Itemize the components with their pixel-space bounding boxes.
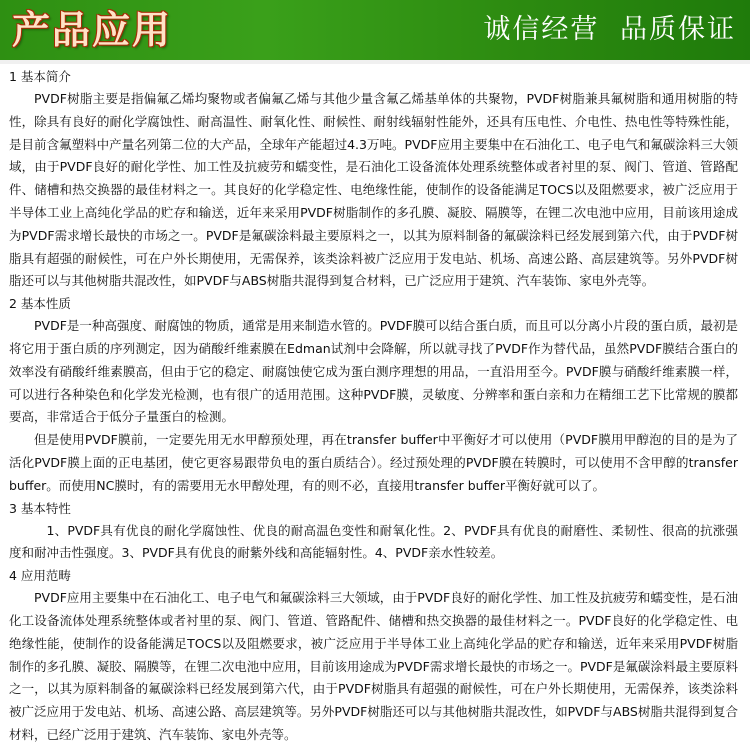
- banner-slogan: 诚信经营 品质保证: [483, 14, 736, 45]
- section-heading: 4 应用范畴: [9, 568, 71, 584]
- section-paragraph: 但是使用PVDF膜前，一定要先用无水甲醇预处理，再在transfer buffer中平衡好才可以使用（PVDF膜用甲醇泡的目的是为了活化PVDF膜上面的正电基团，使它更容易跟带负电的蛋白质结合）。经过预处理的PVDF膜在转膜时，可以使用不含甲醇的transfer buffer。而使用NC膜时，有的需要用无水甲醇处理，有的则不必，直接用transfer buffer平衡好就可以了。: [9, 432, 738, 493]
- section-paragraph: PVDF应用主要集中在石油化工、电子电气和氟碳涂料三大领域，由于PVDF良好的耐化学性、加工性及抗疲劳和蠕变性，是石油化工设备流体处理系统整体或者衬里的泵、阀门、管道、管路配件、储槽和热交换器的最佳材料之一。PVDF良好的化学稳定性、电绝缘性能，使制作的设备能满足TOCS以及阻燃要求，被广泛应用于半导体工业上高纯化学品的贮存和输送，近年来采用PVDF树脂制作的多孔膜、凝胶、隔膜等，在锂二次电池中应用，目前该用途成为PVDF需求增长最快的市场之一。PVDF是氟碳涂料最主要原料之一，以其为原料制备的氟碳涂料已经发展到第六代，由于PVDF树脂具有超强的耐候性，可在户外长期使用，无需保养，该类涂料被广泛应用于发电站、机场、高速公路、高层建筑等。另外PVDF树脂还可以与其他树脂共混改性，如PVDF与ABS树脂共混得到复合材料，已经广泛用于建筑、汽车装饰、家电外壳等。: [9, 590, 738, 742]
- section-characteristics: [9, 498, 738, 566]
- banner-title: 产品应用: [12, 7, 173, 52]
- section-applications: [9, 565, 738, 747]
- section-paragraph: PVDF是一种高强度、耐腐蚀的物质，通常是用来制造水管的。PVDF膜可以结合蛋白质，而且可以分离小片段的蛋白质，最初是将它用于蛋白质的序列测定，因为硝酸纤维素膜在Edman试剂中会降解，所以就寻找了PVDF作为替代品，虽然PVDF膜结合蛋白的效率没有硝酸纤维素膜高，但由于它的稳定、耐腐蚀使它成为蛋白测序理想的用品，一直沿用至今。PVDF膜与硝酸纤维素膜一样，可以进行各种染色和化学发光检测，也有很广的适用范围。这种PVDF膜，灵敏度、分辨率和蛋白亲和力在精细工艺下比常规的膜都要高，非常适合于低分子量蛋白的检测。: [9, 318, 738, 425]
- header-banner: [0, 0, 750, 60]
- section-introduction: [9, 66, 738, 293]
- section-paragraph: 1、PVDF具有优良的耐化学腐蚀性、优良的耐高温色变性和耐氧化性。2、PVDF具有优良的耐磨性、柔韧性、很高的抗涨强度和耐冲击性强度。3、PVDF具有优良的耐紫外线和高能辐射性。4、PVDF亲水性较差。: [9, 522, 738, 561]
- section-heading: 2 基本性质: [9, 296, 71, 312]
- article-body: [0, 64, 750, 747]
- section-basic-properties: [9, 293, 738, 497]
- section-heading: 1 基本简介: [9, 69, 71, 84]
- section-heading: 3 基本特性: [9, 500, 71, 516]
- section-paragraph: PVDF树脂主要是指偏氟乙烯均聚物或者偏氟乙烯与其他少量含氟乙烯基单体的共聚物，PVDF树脂兼具氟树脂和通用树脂的特性，除具有良好的耐化学腐蚀性、耐高温性、耐氧化性、耐候性、耐射线辐射性能外，还具有压电性、介电性、热电性等特殊性能，是目前含氟塑料中产量名列第二位的大产品，全球年产能超过4.3万吨。PVDF应用主要集中在石油化工、电子电气和氟碳涂料三大领域，由于PVDF良好的耐化学性、加工性及抗疲劳和蠕变性，是石油化工设备流体处理系统整体或者衬里的泵、阀门、管道、管路配件、储槽和热交换器的最佳材料之一。其良好的化学稳定性、电绝缘性能，使制作的设备能满足TOCS以及阻燃要求，被广泛应用于半导体工业上高纯化学品的贮存和输送，近年来采用PVDF树脂制作的多孔膜、凝胶、隔膜等，在锂二次电池中应用，目前该用途成为PVDF需求增长最快的市场之一。PVDF是氟碳涂料最主要原料之一，以其为原料制备的氟碳涂料已经发展到第六代，由于PVDF树脂具有超强的耐候性，可在户外长期使用，无需保养，该类涂料被广泛应用于发电站、机场、高速公路、高层建筑等。另外PVDF树脂还可以与其他树脂共混改性，如PVDF与ABS树脂共混得到复合材料，已广泛应用于建筑、汽车装饰、家电外壳等。: [9, 91, 738, 289]
